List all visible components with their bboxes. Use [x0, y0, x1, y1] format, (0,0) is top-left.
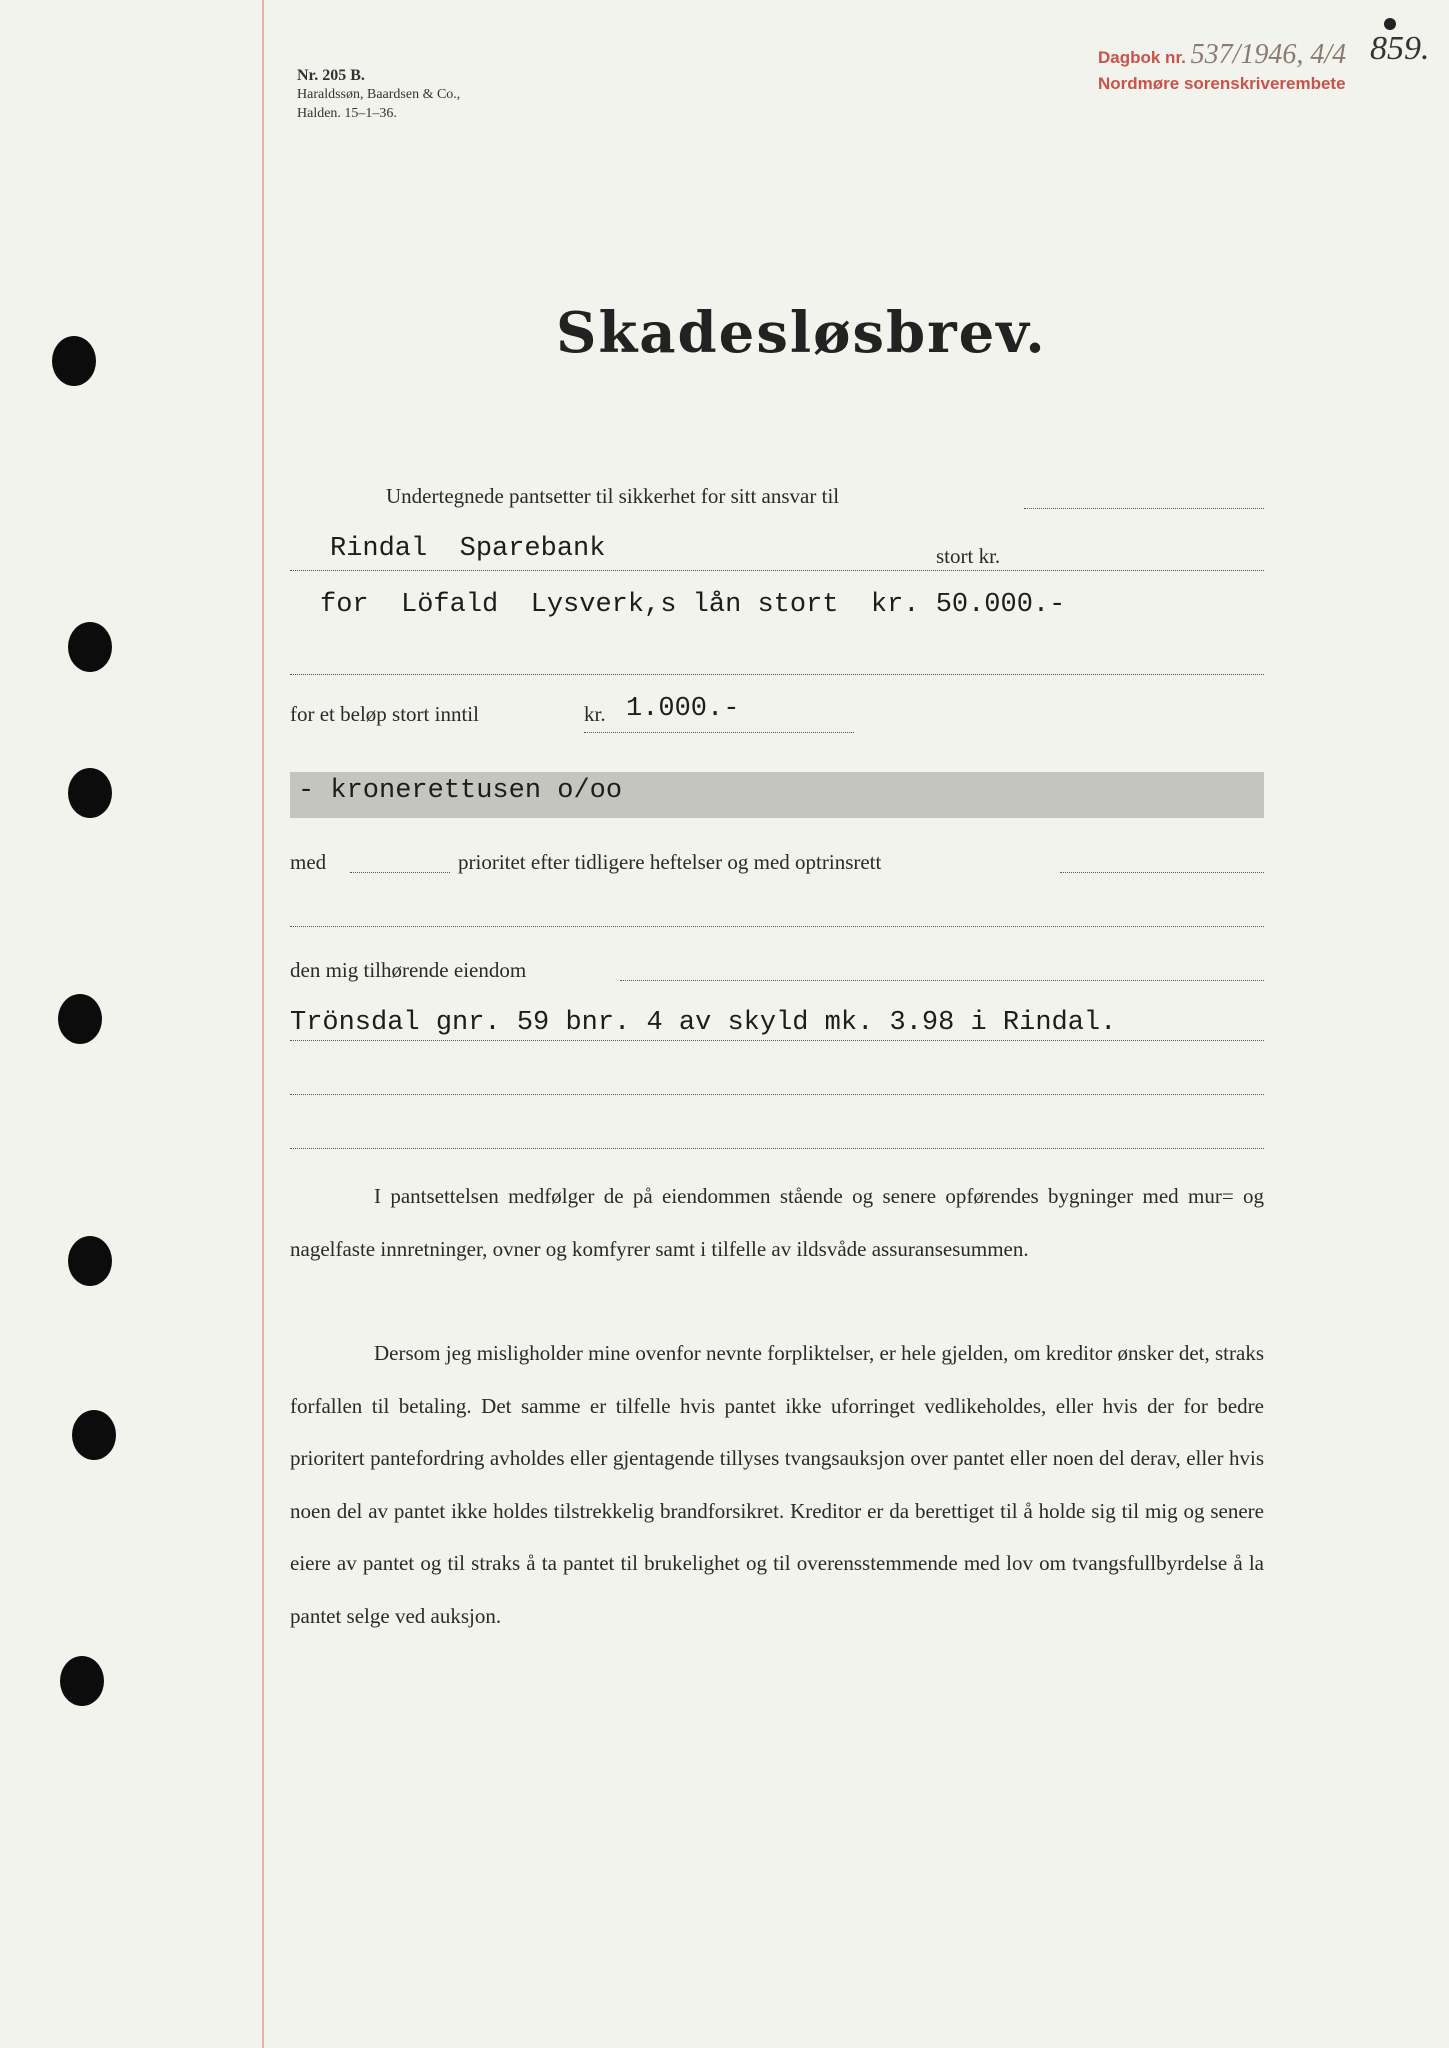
punch-hole	[58, 994, 102, 1044]
stort-kr-label: stort kr.	[936, 544, 1001, 568]
registration-stamp	[1098, 39, 1347, 97]
med-label: med	[290, 850, 327, 874]
form-number: Nr. 205 B.	[297, 67, 365, 84]
page-number: 859.	[1370, 30, 1430, 67]
margin-rule	[262, 0, 264, 2048]
punch-hole	[68, 622, 112, 672]
amount-label: for et beløp stort inntil	[290, 702, 479, 726]
paragraph-default	[290, 1327, 1264, 1642]
amount-words: - kronerettusen o/oo	[298, 776, 623, 806]
loan-description: for Löfald Lysverk,s lån stort kr. 50.000.-	[320, 590, 1066, 620]
punch-hole	[68, 768, 112, 818]
form-info	[297, 66, 460, 123]
amount-kr: kr.	[584, 702, 606, 726]
amount-value: 1.000.-	[626, 694, 740, 724]
dotted-line	[1060, 872, 1264, 873]
dotted-line	[290, 1148, 1264, 1149]
printer-line: Haraldssøn, Baardsen & Co.,	[297, 87, 461, 102]
dagbok-label: Dagbok nr.	[1098, 48, 1186, 67]
dotted-line	[290, 1094, 1264, 1095]
eiendom-label: den mig tilhørende eiendom	[290, 958, 527, 982]
creditor-label: Undertegnede pantsetter til sikkerhet for sitt ansvar til	[386, 484, 840, 508]
dotted-line	[584, 732, 854, 733]
punch-hole	[60, 1656, 104, 1706]
dotted-line	[1024, 508, 1264, 509]
paragraph-text: I pantsettelsen medfølger de på eiendommen stående og senere opførendes bygninger med mur= og nagelfaste innretninger, ovner og komfyrer samt i tilfelle av ildsvåde assuransesummen.	[290, 1184, 1264, 1261]
punch-hole	[52, 336, 96, 386]
punch-hole	[68, 1236, 112, 1286]
prioritet-text: prioritet efter tidligere heftelser og med optrinsrett	[458, 850, 882, 874]
dotted-line	[620, 980, 1264, 981]
dotted-line	[350, 872, 450, 873]
printer-date: Halden. 15–1–36.	[297, 106, 397, 121]
office-name: Nordmøre sorenskriverembete	[1098, 74, 1346, 93]
dotted-line	[290, 674, 1264, 675]
dotted-line	[290, 570, 1264, 571]
paragraph-text: Dersom jeg misligholder mine ovenfor nevnte forpliktelser, er hele gjelden, om kreditor ønsker det, straks forfallen til betaling. Det samme er tilfelle hvis pantet ikke uforringet vedlikeholdes, eller hvis der for bedre prioritert pantefordring avholdes eller gjentagende tillyses tvangsauksjon over pantet eller noen del derav, eller hvis noen del av pantet ikke holdes tilstrekkelig brandforsikret. Kreditor er da berettiget til å holde sig til mig og senere eiere av pantet og til straks å ta pantet til brukelighet og til overensstemmende med lov om tvangsfullbyrdelse å la pantet selge ved auksjon.	[290, 1341, 1264, 1628]
dagbok-handwritten: 537/1946, 4/4	[1190, 39, 1347, 70]
dotted-line	[290, 1040, 1264, 1041]
paragraph-inclusion	[290, 1170, 1264, 1275]
creditor-name: Rindal Sparebank	[330, 534, 606, 564]
corner-mark	[1384, 18, 1396, 30]
dotted-line	[290, 926, 1264, 927]
property-description: Trönsdal gnr. 59 bnr. 4 av skyld mk. 3.98 i Rindal.	[290, 1008, 1117, 1038]
document-title: Skadesløsbrev.	[556, 300, 1047, 366]
punch-hole	[72, 1410, 116, 1460]
